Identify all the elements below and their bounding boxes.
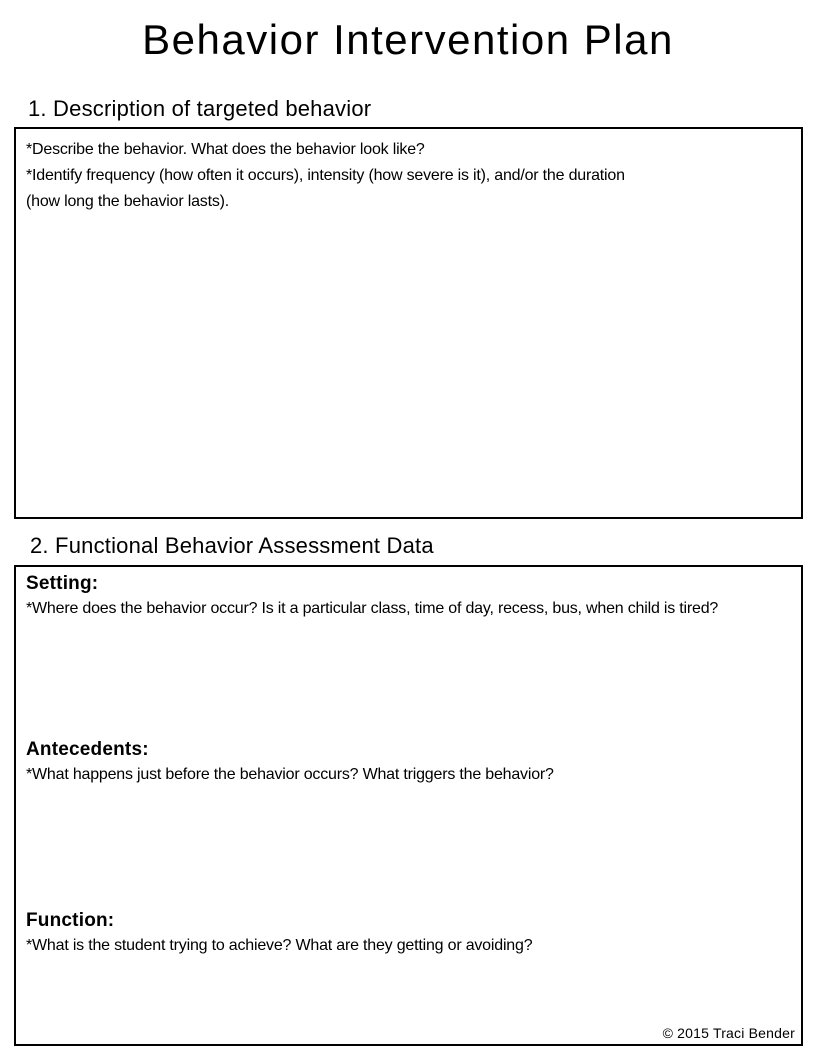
section-1-prompt-line: *Identify frequency (how often it occurs), intensity (how severe is it), and/or the duration [26,167,625,184]
section-1-answer-box [14,127,803,519]
field-setting-prompt: *Where does the behavior occur? Is it a particular class, time of day, recess, bus, when child is tired? [26,600,719,617]
field-function-prompt: *What is the student trying to achieve? What are they getting or avoiding? [26,937,533,954]
field-function-label: Function: [26,910,115,931]
field-setting-label: Setting: [26,573,99,594]
field-antecedents-prompt: *What happens just before the behavior occurs? What triggers the behavior? [26,766,554,783]
section-1-prompt-line: (how long the behavior lasts). [26,193,230,210]
section-2-answer-box [14,565,803,1046]
field-setting [26,571,796,622]
section-1-heading: 1. Description of targeted behavior [28,96,372,121]
section-1-prompt-line: *Describe the behavior. What does the behavior look like? [26,141,425,158]
field-antecedents-label: Antecedents: [26,739,149,760]
field-function [26,908,796,959]
section-2-heading: 2. Functional Behavior Assessment Data [30,533,434,558]
copyright-credit: © 2015 Traci Bender [662,1025,795,1041]
page-title: Behavior Intervention Plan [142,16,674,63]
field-antecedents [26,737,796,788]
